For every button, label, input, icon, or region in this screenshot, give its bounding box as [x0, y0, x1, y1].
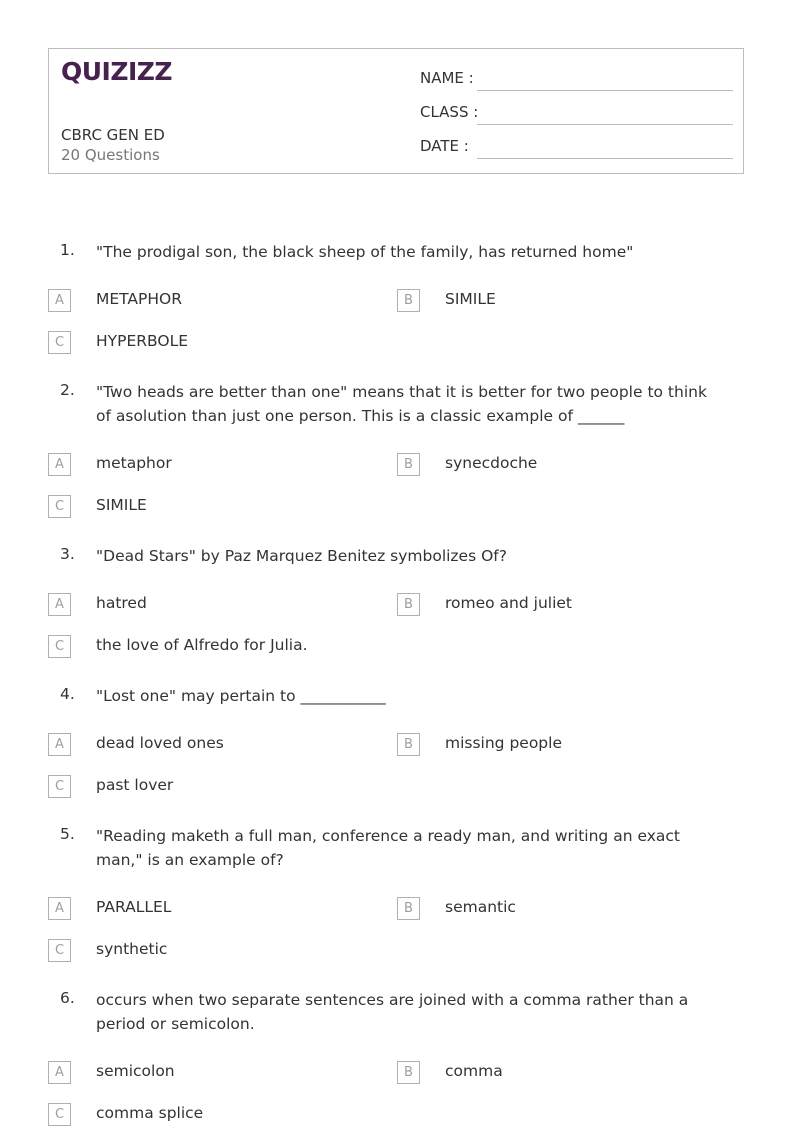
class-line[interactable]: [477, 124, 733, 125]
option-letter-box[interactable]: C: [48, 1103, 71, 1126]
option-text[interactable]: metaphor: [96, 454, 172, 472]
option-text[interactable]: hatred: [96, 594, 147, 612]
option-text[interactable]: romeo and juliet: [445, 594, 573, 612]
name-field[interactable]: [420, 69, 733, 91]
quizizz-logo: QUIZIZZ: [61, 57, 173, 86]
option-letter-box[interactable]: C: [48, 331, 71, 354]
question-count: 20 Questions: [61, 146, 160, 164]
option-letter-box[interactable]: B: [397, 1061, 420, 1084]
name-label: NAME :: [420, 69, 474, 87]
question-text: "The prodigal son, the black sheep of the family, has returned home": [96, 243, 634, 261]
option-letter-box[interactable]: A: [48, 897, 71, 920]
question-number: 3.: [60, 545, 75, 563]
option-text[interactable]: semicolon: [96, 1062, 175, 1080]
option-text[interactable]: comma: [445, 1062, 503, 1080]
question-text: "Two heads are better than one" means that it is better for two people to think of asolution than just one person. This is a classic example of ______: [96, 383, 707, 425]
date-line[interactable]: [477, 158, 733, 159]
question-number: 6.: [60, 989, 75, 1007]
question-number: 5.: [60, 825, 75, 843]
option-letter-box[interactable]: A: [48, 1061, 71, 1084]
question-text: "Reading maketh a full man, conference a ready man, and writing an exact man," is an example of?: [96, 827, 680, 869]
option-text[interactable]: past lover: [96, 776, 174, 794]
option-letter-box[interactable]: B: [397, 733, 420, 756]
class-label: CLASS :: [420, 103, 479, 121]
option-text[interactable]: missing people: [445, 734, 562, 752]
option-text[interactable]: PARALLEL: [96, 898, 172, 916]
worksheet-header: [48, 48, 744, 174]
option-text[interactable]: METAPHOR: [96, 290, 183, 308]
option-letter-box[interactable]: B: [397, 897, 420, 920]
subject-title: CBRC GEN ED: [61, 126, 165, 144]
option-letter-box[interactable]: B: [397, 453, 420, 476]
option-text[interactable]: synecdoche: [445, 454, 538, 472]
question-number: 1.: [60, 241, 75, 259]
option-text[interactable]: the love of Alfredo for Julia.: [96, 636, 308, 654]
option-text[interactable]: comma splice: [96, 1104, 204, 1122]
option-letter-box[interactable]: C: [48, 775, 71, 798]
option-letter-box[interactable]: A: [48, 593, 71, 616]
option-letter-box[interactable]: A: [48, 289, 71, 312]
option-letter-box[interactable]: C: [48, 635, 71, 658]
option-letter-box[interactable]: A: [48, 453, 71, 476]
option-letter-box[interactable]: A: [48, 733, 71, 756]
class-field[interactable]: [420, 103, 733, 125]
option-letter-box[interactable]: C: [48, 495, 71, 518]
question-number: 4.: [60, 685, 75, 703]
question-text: occurs when two separate sentences are joined with a comma rather than a period or semicolon.: [96, 991, 689, 1033]
date-field[interactable]: [420, 137, 733, 159]
option-letter-box[interactable]: B: [397, 593, 420, 616]
option-text[interactable]: HYPERBOLE: [96, 332, 189, 350]
question-text: "Lost one" may pertain to ___________: [96, 687, 386, 705]
option-text[interactable]: semantic: [445, 898, 516, 916]
option-text[interactable]: synthetic: [96, 940, 168, 958]
option-letter-box[interactable]: B: [397, 289, 420, 312]
option-text[interactable]: SIMILE: [96, 496, 147, 514]
question-number: 2.: [60, 381, 75, 399]
date-label: DATE :: [420, 137, 469, 155]
option-text[interactable]: dead loved ones: [96, 734, 224, 752]
question-text: "Dead Stars" by Paz Marquez Benitez symbolizes Of?: [96, 547, 507, 565]
option-letter-box[interactable]: C: [48, 939, 71, 962]
option-text[interactable]: SIMILE: [445, 290, 496, 308]
name-line[interactable]: [477, 90, 733, 91]
